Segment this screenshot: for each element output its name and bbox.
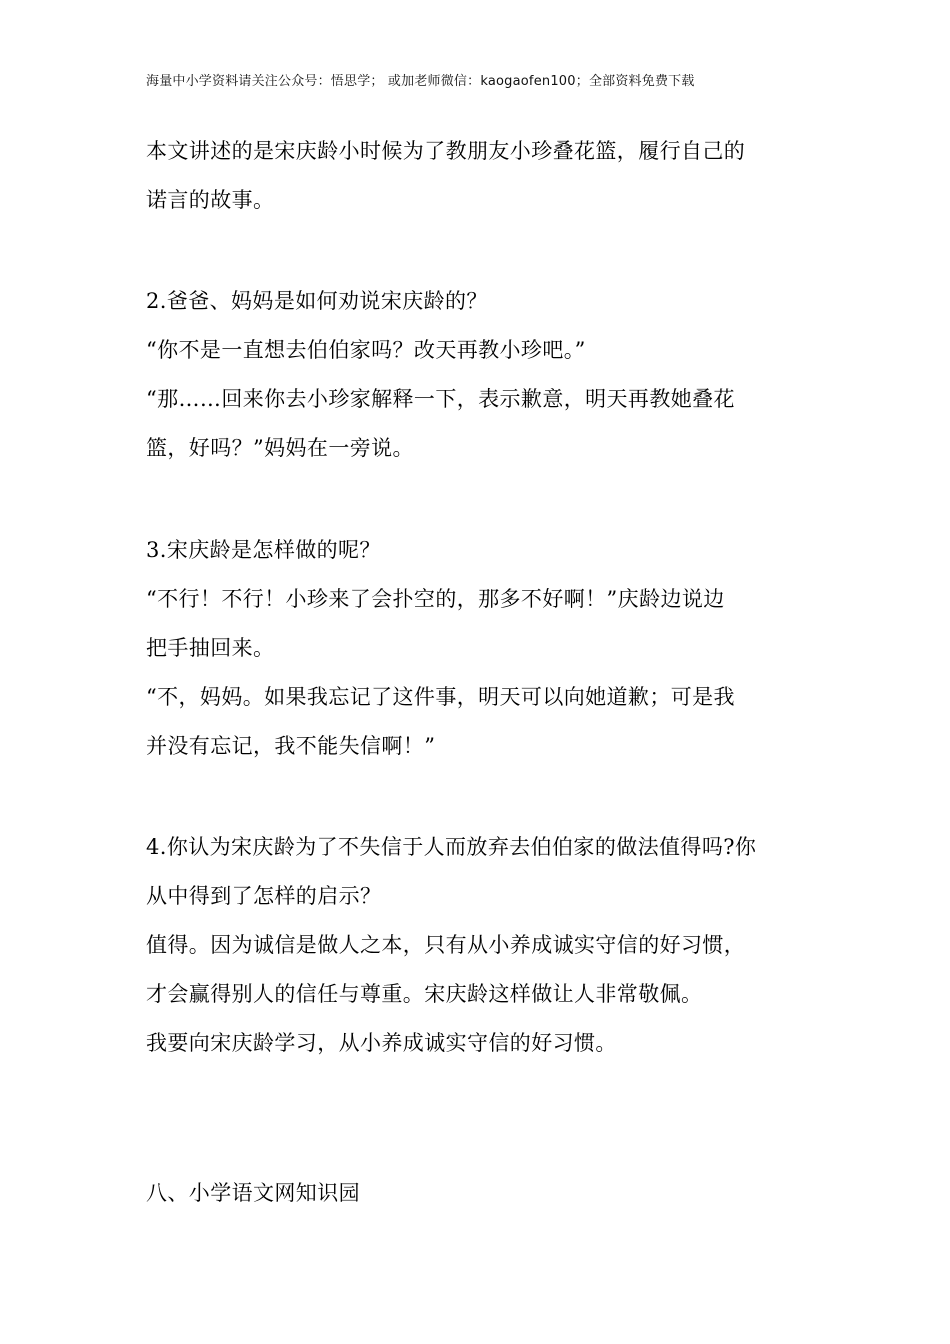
q2-question: 2.爸爸、妈妈是如何劝说宋庆龄的？	[146, 289, 488, 313]
q4-answer-line-3: 我要向宋庆龄学习，从小养成诚实守信的好习惯。	[146, 1031, 617, 1055]
q2-answer-line-1: “你不是一直想去伯伯家吗？改天再教小珍吧。”	[146, 338, 586, 362]
q4-answer-line-2: 才会赢得别人的信任与尊重。宋庆龄这样做让人非常敬佩。	[146, 982, 703, 1006]
q3-question: 3.宋庆龄是怎样做的呢？	[146, 538, 381, 562]
q2-answer-line-3: 篮，好吗？”妈妈在一旁说。	[146, 436, 414, 460]
intro-line-1: 本文讲述的是宋庆龄小时候为了教朋友小珍叠花篮，履行自己的	[146, 139, 746, 163]
q3-answer-line-2: 把手抽回来。	[146, 636, 275, 660]
q4-question-line-2: 从中得到了怎样的启示？	[146, 884, 382, 908]
q3-answer-line-3: “不，妈妈。如果我忘记了这件事，明天可以向她道歉；可是我	[146, 685, 735, 709]
intro-line-2: 诺言的故事。	[146, 188, 275, 212]
section-8-title: 八、小学语文网知识园	[146, 1181, 360, 1205]
q4-answer-line-1: 值得。因为诚信是做人之本，只有从小养成诚实守信的好习惯，	[146, 933, 746, 957]
q3-answer-line-4: 并没有忘记，我不能失信啊！”	[146, 734, 436, 758]
q2-answer-line-2: “那……回来你去小珍家解释一下，表示歉意，明天再教她叠花	[146, 387, 735, 411]
page-header-notice: 海量中小学资料请关注公众号：悟思学； 或加老师微信：kaogaofen100；全部资料免费下载	[146, 74, 695, 89]
q3-answer-line-1: “不行！不行！小珍来了会扑空的，那多不好啊！”庆龄边说边	[146, 587, 725, 611]
q4-question-line-1: 4.你认为宋庆龄为了不失信于人而放弃去伯伯家的做法值得吗?你	[146, 835, 757, 859]
